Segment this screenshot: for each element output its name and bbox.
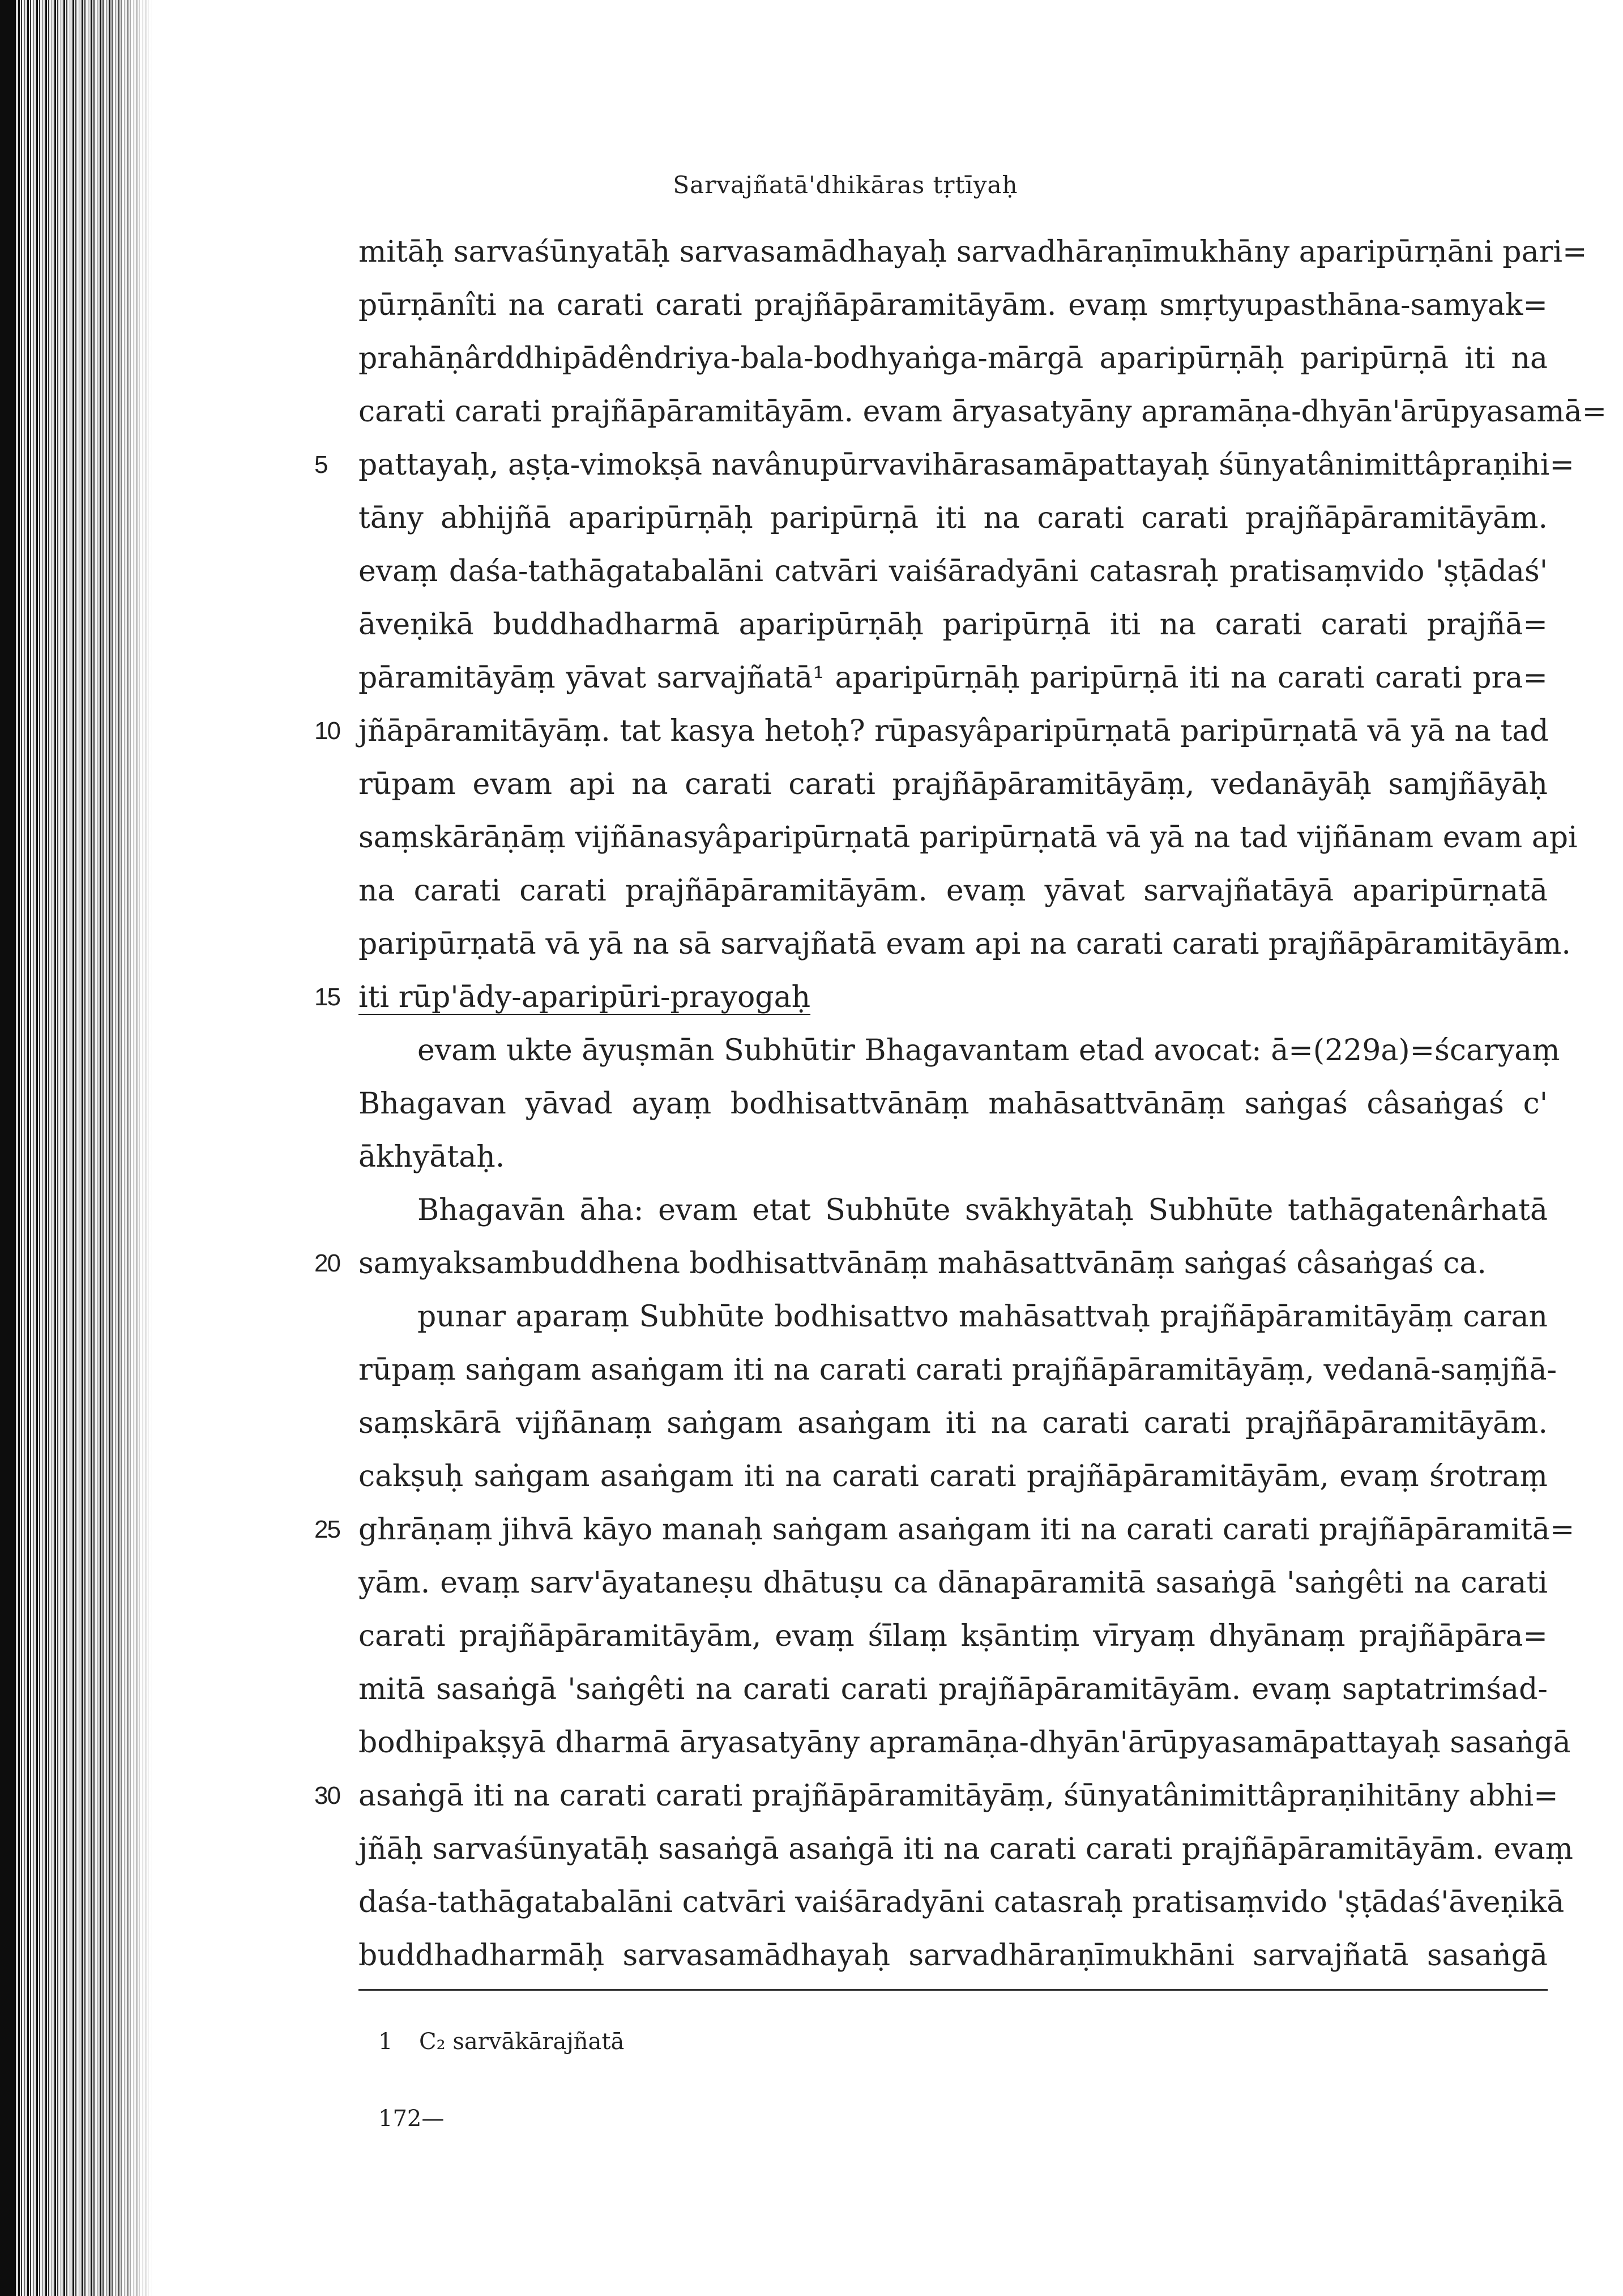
line-number: 20 (314, 1249, 340, 1277)
text-line (358, 545, 1548, 598)
line-text: daśa-tathāgatabalāni catvāri vaiśāradyāni catasraḥ pratisaṃvido 'ṣṭādaś'āveṇikā (358, 1885, 1565, 1919)
text-line (358, 1663, 1548, 1716)
text-line (358, 1929, 1548, 1982)
line-text: pattayaḥ, aṣṭa-vimokṣā navânupūrvavihārasamāpattayaḥ śūnyatânimittâpraṇihi= (358, 448, 1574, 482)
text-line (314, 1237, 1548, 1290)
text-line (358, 864, 1548, 917)
page-number: 172— (378, 2106, 445, 2132)
main-text-block (314, 225, 1607, 1982)
line-text: Bhagavān āha: evam etat Subhūte svākhyātaḥ Subhūte tathāgatenârhatā (417, 1193, 1548, 1227)
text-line (314, 438, 1574, 492)
footnote-rule (358, 1989, 1548, 1991)
line-text: Bhagavan yāvad ayaṃ bodhisattvānāṃ mahāsattvānāṃ saṅgaś câsaṅgaś c' (358, 1087, 1548, 1121)
line-text: ākhyātaḥ. (358, 1140, 505, 1174)
text-line (358, 1876, 1565, 1929)
line-text: bodhipakṣyā dharmā āryasatyāny apramāṇa-dhyān'ārūpyasamāpattayaḥ sasaṅgā (358, 1726, 1571, 1760)
text-line (358, 1130, 1548, 1184)
line-text: rūpam evam api na carati carati prajñāpāramitāyāṃ, vedanāyāḥ samjñāyāḥ (358, 767, 1548, 801)
text-line (358, 225, 1587, 279)
text-line (358, 811, 1578, 864)
line-text: carati carati prajñāpāramitāyām. evam āryasatyāny apramāṇa-dhyān'ārūpyasamā= (358, 395, 1607, 429)
text-line (358, 1823, 1573, 1876)
text-line (358, 917, 1571, 971)
text-line (358, 1343, 1557, 1397)
text-line (358, 1024, 1560, 1077)
running-head: Sarvajñatā'dhikāras tṛtīyaḥ (673, 171, 1018, 199)
line-text: āveṇikā buddhadharmā aparipūrṇāḥ paripūrṇā iti na carati carati prajñā= (358, 608, 1548, 642)
line-text: asaṅgā iti na carati carati prajñāpāramitāyāṃ, śūnyatânimittâpraṇihitāny abhi= (358, 1779, 1558, 1813)
text-line (358, 758, 1548, 811)
line-text: punar aparaṃ Subhūte bodhisattvo mahāsattvaḥ prajñāpāramitāyāṃ caran (417, 1300, 1548, 1334)
line-number: 15 (314, 983, 340, 1011)
line-text: pāramitāyāṃ yāvat sarvajñatā¹ aparipūrṇāḥ paripūrṇā iti na carati carati pra= (358, 661, 1548, 695)
text-line (358, 1556, 1548, 1610)
line-text: evam ukte āyuṣmān Subhūtir Bhagavantam etad avocat: ā=(229a)=ścaryaṃ (417, 1034, 1560, 1068)
section-colophon: iti rūp'ādy-aparipūri-prayogaḥ (358, 980, 811, 1014)
line-text: paripūrṇatā vā yā na sā sarvajñatā evam api na carati carati prajñāpāramitāyām. (358, 927, 1571, 961)
text-line (358, 279, 1548, 332)
binding-fade (108, 0, 153, 2296)
line-text: samyaksambuddhena bodhisattvānāṃ mahāsattvānāṃ saṅgaś câsaṅgaś ca. (358, 1247, 1487, 1281)
line-text: prahāṇârddhipādêndriya-bala-bodhyaṅga-mārgā aparipūrṇāḥ paripūrṇā iti na (358, 342, 1548, 375)
line-number: 25 (314, 1516, 340, 1543)
line-text: saṃskārāṇāṃ vijñānasyâparipūrṇatā paripūrṇatā vā yā na tad vijñānam evam api (358, 821, 1578, 855)
line-text: yām. evaṃ sarv'āyataneṣu dhātuṣu ca dānapāramitā sasaṅgā 'saṅgêti na carati (358, 1566, 1548, 1600)
text-line (314, 1769, 1558, 1823)
line-text: carati prajñāpāramitāyām, evaṃ śīlaṃ kṣāntiṃ vīryaṃ dhyānaṃ prajñāpāra= (358, 1619, 1548, 1653)
line-text: ghrāṇaṃ jihvā kāyo manaḥ saṅgam asaṅgam iti na carati carati prajñāpāramitā= (358, 1513, 1575, 1547)
text-line (358, 1397, 1548, 1450)
footnote-text: C₂ sarvākārajñatā (419, 2029, 625, 2055)
text-line (314, 705, 1549, 758)
line-text: mitāḥ sarvaśūnyatāḥ sarvasamādhayaḥ sarvadhāraṇīmukhāny aparipūrṇāni pari= (358, 235, 1587, 269)
binding-shadow (0, 0, 16, 2296)
text-line (358, 492, 1548, 545)
text-line (358, 1610, 1548, 1663)
footnote-number: 1 (378, 2029, 393, 2055)
line-text: evaṃ daśa-tathāgatabalāni catvāri vaiśāradyāni catasraḥ pratisaṃvido 'ṣṭādaś' (358, 554, 1548, 588)
text-line (358, 332, 1548, 385)
line-text: saṃskārā vijñānaṃ saṅgam asaṅgam iti na carati carati prajñāpāramitāyām. (358, 1406, 1548, 1440)
line-number: 5 (314, 451, 327, 479)
line-number: 10 (314, 717, 340, 745)
text-line (358, 1077, 1548, 1130)
text-line (358, 1290, 1548, 1343)
line-text: cakṣuḥ saṅgam asaṅgam iti na carati carati prajñāpāramitāyām, evaṃ śrotraṃ (358, 1459, 1548, 1493)
line-text: pūrṇānîti na carati carati prajñāpāramitāyām. evaṃ smṛtyupasthāna-samyak= (358, 288, 1548, 322)
line-text: jñāḥ sarvaśūnyatāḥ sasaṅgā asaṅgā iti na carati carati prajñāpāramitāyām. evaṃ (358, 1832, 1573, 1866)
text-line (358, 651, 1548, 705)
text-line (358, 385, 1607, 438)
text-line (314, 1503, 1575, 1556)
text-line (358, 598, 1548, 651)
text-line (358, 1450, 1548, 1503)
footnote (378, 2029, 624, 2055)
line-text: jñāpāramitāyāṃ. tat kasya hetoḥ? rūpasyâparipūrṇatā paripūrṇatā vā yā na tad (358, 714, 1549, 748)
line-text: buddhadharmāḥ sarvasamādhayaḥ sarvadhāraṇīmukhāni sarvajñatā sasaṅgā (358, 1939, 1548, 1973)
text-line (358, 1184, 1548, 1237)
line-text: na carati carati prajñāpāramitāyām. evaṃ yāvat sarvajñatāyā aparipūrṇatā (358, 874, 1548, 908)
line-number: 30 (314, 1782, 340, 1810)
text-line (314, 971, 1548, 1024)
line-text: tāny abhijñā aparipūrṇāḥ paripūrṇā iti na carati carati prajñāpāramitāyām. (358, 501, 1548, 535)
line-text: mitā sasaṅgā 'saṅgêti na carati carati prajñāpāramitāyām. evaṃ saptatrimśad- (358, 1672, 1548, 1706)
text-line (358, 1716, 1571, 1769)
line-text: rūpaṃ saṅgam asaṅgam iti na carati carati prajñāpāramitāyāṃ, vedanā-saṃjñā- (358, 1353, 1557, 1387)
